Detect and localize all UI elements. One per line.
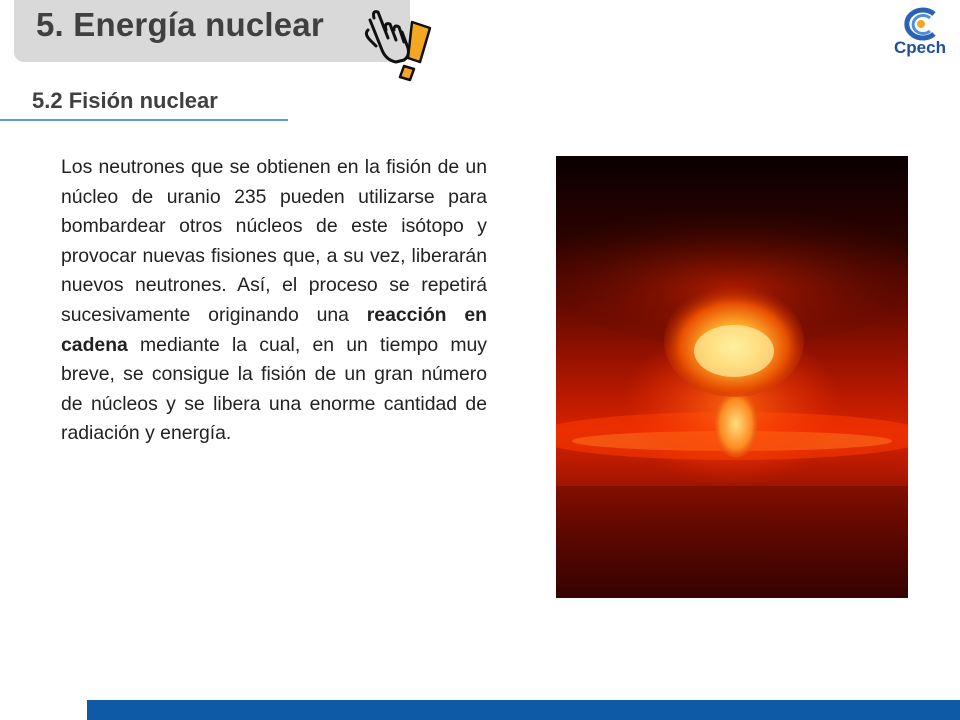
pointing-hand-exclamation-icon [362, 0, 438, 88]
mushroom-cloud-photo [556, 156, 908, 598]
paragraph-text-end: mediante la cual, en un tiempo muy breve, se consigue la fisión de un gran número de núcleos y se libera una enorme cantidad de radiación y energía. [61, 333, 487, 445]
logo-text: Cpech [894, 38, 946, 57]
subtitle-underline [0, 119, 288, 121]
section-subtitle: 5.2 Fisión nuclear [32, 88, 218, 113]
paragraph-bold-term: reacción en cadena [61, 303, 487, 356]
footer-bar [87, 700, 960, 720]
page-title: 5. Energía nuclear [36, 6, 324, 43]
paragraph-text-start: Los neutrones que se obtienen en la fisión de un núcleo de uranio 235 pueden utilizarse para bombardear otros núcleos de este isótopo y provocar nuevas fisiones que, a su vez, liberarán nuevos neutrones. Así, el proceso se repetirá sucesivamente originando una [61, 156, 487, 326]
body-paragraph [61, 153, 487, 449]
